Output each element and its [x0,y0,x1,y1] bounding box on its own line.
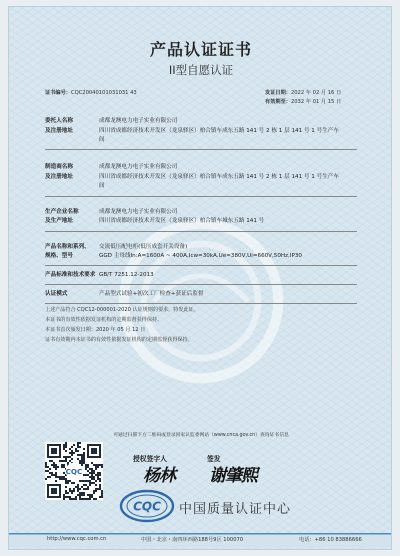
qr-logo-text: CQC [65,467,83,476]
body-line-1: 上述产品符合 CQC12-000001-2020 认证规则的要求，特发此证。 [45,307,199,313]
valid-date-value: 2032 年 01 月 15 日 [290,99,342,105]
applicant-value: 成都龙澳电力电子实业有限公司 [99,118,178,124]
factory-address-value: 四川省成都经济技术开发区（龙泉驿区）柏合镇车城东五路 141 号 [99,218,265,224]
valid-date [265,98,341,105]
applicant-address-value-2: 间 [99,137,105,143]
cqc-logo-icon [119,489,175,523]
manufacturer-value: 成都龙澳电力电子实业有限公司 [99,164,178,170]
factory-label: 生产企业名称 [45,209,79,215]
issue-date-value: 2022 年 02 月 16 日 [290,90,342,96]
manufacturer-address-value-2: 间 [99,183,105,189]
organization-name: 中国质量认证中心 [179,502,292,517]
standard-label: 产品标准和技术要求 [45,272,96,278]
standard-value: GB/T 7251.12-2013 [99,272,154,278]
authorized-signer-label: 授权签字人 [133,455,167,463]
valid-date-label: 有效期至： [265,99,291,105]
authorized-signature: 杨林 [143,466,175,486]
manufacturer-address-label: 及注册地址 [45,174,73,180]
verification-footnote: 可通过扫描下方二维码或登录国家认监委网站（www.cnca.gov.cn）查询证书信息 [113,433,289,438]
applicant-label: 委托人名称 [45,118,73,124]
website-text: http://www.cqc.com.cn [47,536,107,542]
applicant-address-value-1: 四川省成都经济技术开发区（龙泉驿区）柏合镇车成东五路 141 号 2 栋 1 层 141 号 1 号生产车 [99,128,339,134]
separator-line [45,231,357,232]
separator-line [45,284,357,285]
manufacturer-address-value-1: 四川省成都经济技术开发区（龙泉驿区）柏合镇车成东五路 141 号 2 栋 1 层 141 号 1 号生产车 [99,174,339,180]
issue-date [265,89,341,96]
product-value-2: GGD 主母线In:A=1600A ~ 400A,Icw=30kA,Ue=380V,Ui=660V,50Hz,IP30 [99,253,302,259]
manufacturer-label: 制造商名称 [45,164,73,170]
product-value-1: 交流低压配电柜(低压成套开关设备) [99,244,188,250]
factory-value: 成都龙澳电力电子实业有限公司 [99,209,178,215]
body-line-4: 证书有效期内本证书的有效性依据发证机构的定期监督获得保持。 [45,337,193,343]
cert-number-value: CQC20040101031031 43 [70,90,137,96]
mode-label: 认证模式 [45,291,68,297]
product-spec-label: 规格、型号 [45,253,73,259]
body-line-3: 本证书首次颁发日期：2020 年 05 月 12 日 [45,327,146,333]
separator-line [45,303,357,304]
factory-address-label: 及生产地址 [45,218,73,224]
certificate-subtitle: II型自愿认证 [168,63,234,77]
mode-value: 产品型式试验+初次工厂检查+获证后监督 [99,291,204,297]
address-text: 中国・北京・南四环西路188号9区 100070 [141,537,244,543]
issuer-label: 签发 [207,455,221,463]
certificate-title: 产品认证证书 [149,40,252,59]
cqc-logo-text: CQC [133,499,161,514]
cert-number [45,89,137,96]
issuer-signature: 谢肇熙 [209,466,257,486]
separator-line [45,196,357,197]
certificate [8,6,392,550]
product-label: 产品名称和系列、 [45,244,90,250]
applicant-address-label: 及注册地址 [45,128,73,134]
phone-text: 电话：+86 10 83886666 [299,537,362,543]
separator-line [45,265,357,266]
separator-line [45,149,357,150]
qr-code [45,442,103,500]
body-line-2: 本证书的有效性依据发证机构的定期监督获得保持。 [45,317,163,323]
cert-number-label: 证书编号： [45,90,71,96]
issue-date-label: 发证日期： [265,90,291,96]
